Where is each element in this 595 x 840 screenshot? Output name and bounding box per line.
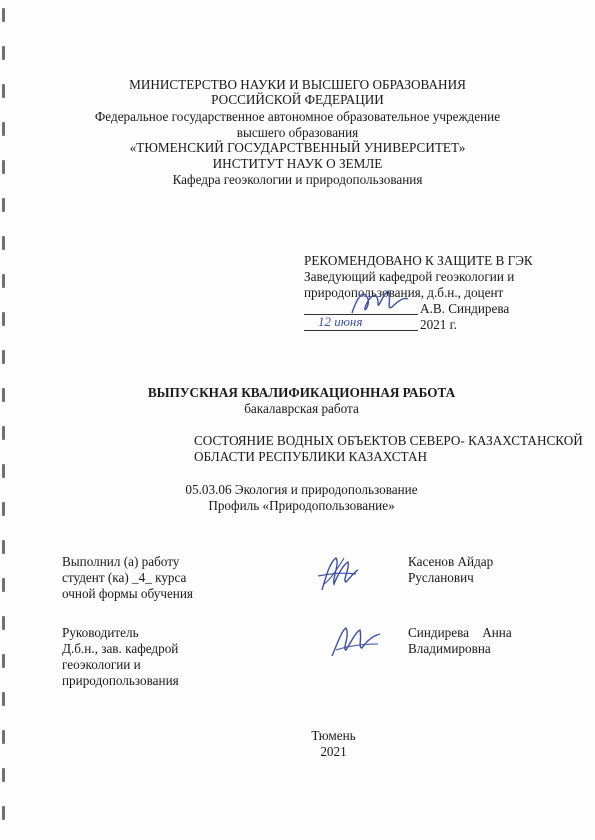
- supervisor-name-2: Владимировна: [408, 641, 491, 656]
- topic-line-2: ОБЛАСТИ РЕСПУБЛИКИ КАЗАХСТАН: [194, 449, 428, 464]
- institution-type-line: Федеральное государственное автономное образовательное учреждение: [94, 109, 501, 124]
- binding-mark: [2, 540, 5, 554]
- approval-name: А.В. Синдирева: [420, 301, 510, 316]
- binding-mark: [2, 312, 5, 326]
- binding-mark: [2, 578, 5, 592]
- footer-city: Тюмень: [311, 728, 356, 743]
- specialty-code: 05.03.06 Экология и природопользование: [185, 482, 418, 497]
- ministry-line: МИНИСТЕРСТВО НАУКИ И ВЫСШЕГО ОБРАЗОВАНИЯ: [129, 77, 466, 92]
- binding-mark: [2, 198, 5, 212]
- department-name: Кафедра геоэкологии и природопользования: [172, 172, 423, 187]
- profile-name: Профиль «Природопользование»: [208, 498, 395, 513]
- binding-mark: [2, 616, 5, 630]
- approval-heading: РЕКОМЕНДОВАНО К ЗАЩИТЕ В ГЭК: [304, 253, 533, 268]
- supervisor-label-4: природопользования: [62, 673, 179, 688]
- binding-mark: [2, 274, 5, 288]
- binding-mark: [2, 8, 5, 22]
- supervisor-label-1: Руководитель: [62, 625, 139, 640]
- education-level-line: высшего образования: [236, 125, 359, 140]
- binding-mark: [2, 768, 5, 782]
- binding-mark: [2, 236, 5, 250]
- student-signature: [314, 552, 360, 596]
- student-name-1: Касенов Айдар: [408, 554, 494, 569]
- supervisor-signature: [328, 620, 382, 660]
- binding-mark: [2, 806, 5, 820]
- binding-mark: [2, 46, 5, 60]
- student-label-1: Выполнил (а) работу: [62, 554, 180, 569]
- footer-year: 2021: [320, 744, 347, 759]
- work-subtype: бакалаврская работа: [244, 401, 359, 416]
- binding-mark: [2, 654, 5, 668]
- approval-position-line2: природопользования, д.б.н., доцент: [304, 285, 504, 300]
- supervisor-name-1: Синдирева Анна: [408, 625, 512, 640]
- approval-year: 2021 г.: [420, 317, 457, 332]
- supervisor-label-2: Д.б.н., зав. кафедрой: [62, 641, 179, 656]
- work-type-title: ВЫПУСКНАЯ КВАЛИФИКАЦИОННАЯ РАБОТА: [147, 385, 456, 400]
- approval-position-line1: Заведующий кафедрой геоэкологии и: [304, 269, 515, 284]
- topic-line-1: СОСТОЯНИЕ ВОДНЫХ ОБЪЕКТОВ СЕВЕРО- КАЗАХСТАНСКОЙ: [194, 433, 583, 448]
- binding-mark: [2, 426, 5, 440]
- binding-mark: [2, 464, 5, 478]
- institute-name: ИНСТИТУТ НАУК О ЗЕМЛЕ: [212, 156, 383, 171]
- federation-line: РОССИЙСКОЙ ФЕДЕРАЦИИ: [211, 92, 384, 107]
- approval-date-line: [304, 330, 418, 331]
- approval-date-handwritten: 12 июня: [318, 314, 363, 329]
- binding-mark: [2, 350, 5, 364]
- binding-mark: [2, 692, 5, 706]
- university-name: «ТЮМЕНСКИЙ ГОСУДАРСТВЕННЫЙ УНИВЕРСИТЕТ»: [129, 140, 466, 155]
- binding-mark: [2, 730, 5, 744]
- student-label-2: студент (ка) _4_ курса: [62, 570, 187, 585]
- student-label-3: очной формы обучения: [62, 586, 193, 601]
- student-name-2: Русланович: [408, 570, 474, 585]
- supervisor-label-3: геоэкологии и: [62, 657, 141, 672]
